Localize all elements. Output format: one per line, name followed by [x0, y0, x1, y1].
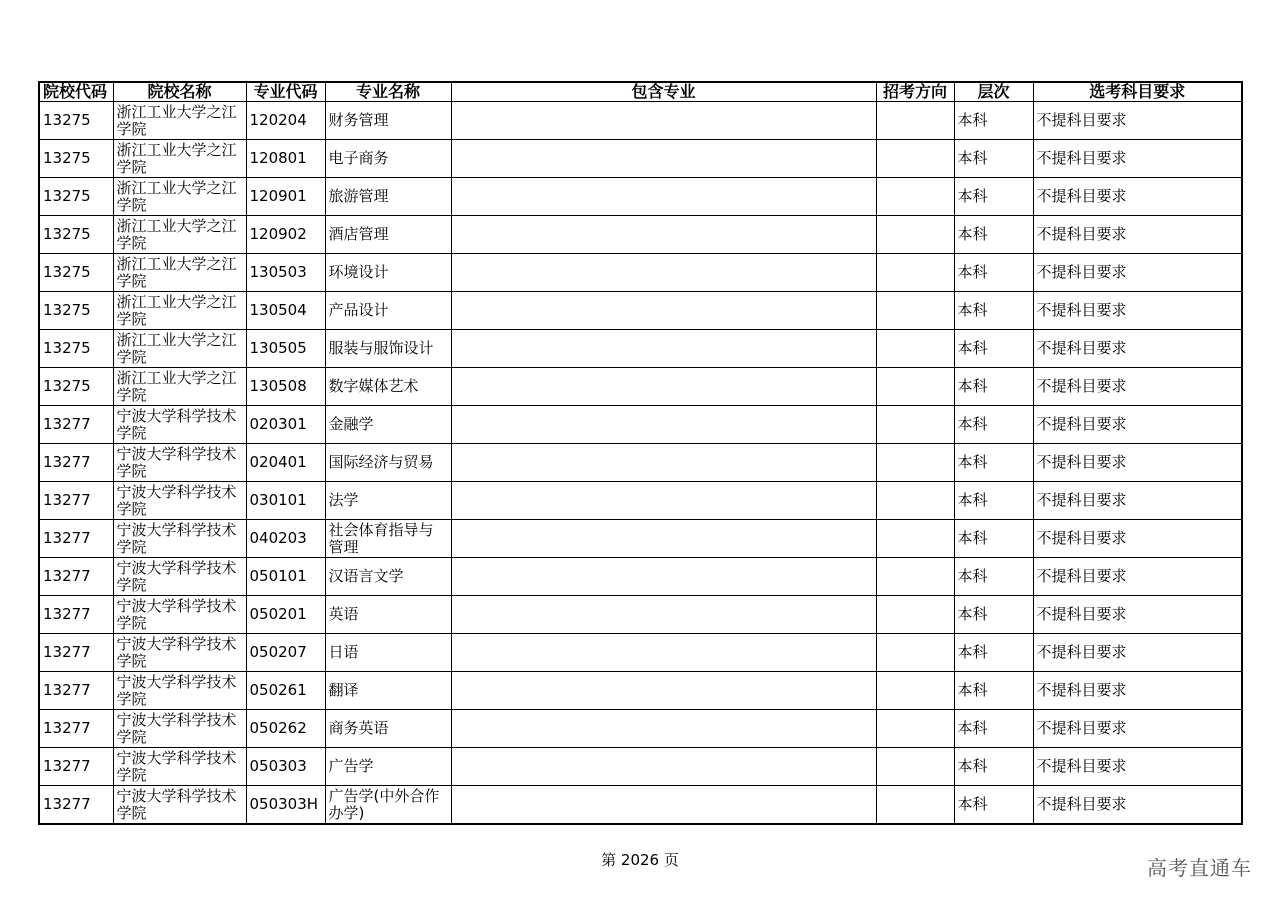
subject-requirement-cell: 不提科目要求: [1033, 406, 1242, 444]
majors-table: [38, 81, 1243, 825]
table-row: [39, 444, 1242, 482]
included-majors-cell: [451, 444, 876, 482]
subject-requirement-cell: 不提科目要求: [1033, 444, 1242, 482]
subject-requirement-cell: 不提科目要求: [1033, 368, 1242, 406]
major-name-cell: 产品设计: [325, 292, 451, 330]
table-row: [39, 254, 1242, 292]
major-code-cell: 020301: [246, 406, 325, 444]
school-code-cell: 13275: [39, 330, 113, 368]
subject-requirement-cell: 不提科目要求: [1033, 216, 1242, 254]
major-name-cell: 财务管理: [325, 102, 451, 140]
school-code-cell: 13277: [39, 406, 113, 444]
subject-requirement-cell: 不提科目要求: [1033, 558, 1242, 596]
included-majors-cell: [451, 482, 876, 520]
school-name-cell: 浙江工业大学之江学院: [113, 102, 246, 140]
table-row: [39, 786, 1242, 825]
major-name-cell: 服装与服饰设计: [325, 330, 451, 368]
direction-cell: [876, 254, 954, 292]
included-majors-cell: [451, 672, 876, 710]
included-majors-cell: [451, 596, 876, 634]
direction-cell: [876, 748, 954, 786]
direction-cell: [876, 406, 954, 444]
level-cell: 本科: [954, 482, 1033, 520]
school-name-cell: 宁波大学科学技术学院: [113, 786, 246, 825]
direction-cell: [876, 216, 954, 254]
page-number: 第 2026 页: [601, 851, 679, 869]
direction-cell: [876, 444, 954, 482]
direction-cell: [876, 786, 954, 825]
level-cell: 本科: [954, 444, 1033, 482]
level-cell: 本科: [954, 786, 1033, 825]
direction-cell: [876, 330, 954, 368]
major-name-cell: 金融学: [325, 406, 451, 444]
school-name-cell: 浙江工业大学之江学院: [113, 292, 246, 330]
major-name-cell: 社会体育指导与管理: [325, 520, 451, 558]
table-row: [39, 368, 1242, 406]
included-majors-cell: [451, 748, 876, 786]
table-row: [39, 558, 1242, 596]
table-row: [39, 102, 1242, 140]
included-majors-cell: [451, 558, 876, 596]
table-row: [39, 216, 1242, 254]
included-majors-cell: [451, 368, 876, 406]
table-row: [39, 748, 1242, 786]
major-name-cell: 汉语言文学: [325, 558, 451, 596]
major-name-cell: 广告学(中外合作办学): [325, 786, 451, 825]
school-name-cell: 浙江工业大学之江学院: [113, 330, 246, 368]
subject-requirement-cell: 不提科目要求: [1033, 482, 1242, 520]
school-name-cell: 宁波大学科学技术学院: [113, 710, 246, 748]
subject-requirement-cell: 不提科目要求: [1033, 330, 1242, 368]
school-code-cell: 13275: [39, 178, 113, 216]
school-name-cell: 浙江工业大学之江学院: [113, 216, 246, 254]
subject-requirement-cell: 不提科目要求: [1033, 786, 1242, 825]
major-code-cell: 050207: [246, 634, 325, 672]
direction-cell: [876, 672, 954, 710]
school-name-cell: 宁波大学科学技术学院: [113, 558, 246, 596]
major-code-cell: 040203: [246, 520, 325, 558]
included-majors-cell: [451, 102, 876, 140]
major-name-cell: 日语: [325, 634, 451, 672]
direction-cell: [876, 558, 954, 596]
level-cell: 本科: [954, 368, 1033, 406]
table-row: [39, 520, 1242, 558]
included-majors-cell: [451, 330, 876, 368]
table-body: [39, 102, 1242, 825]
school-code-cell: 13277: [39, 444, 113, 482]
direction-cell: [876, 482, 954, 520]
included-majors-cell: [451, 710, 876, 748]
table-row: [39, 178, 1242, 216]
major-code-cell: 050201: [246, 596, 325, 634]
major-code-cell: 020401: [246, 444, 325, 482]
included-majors-cell: [451, 140, 876, 178]
major-name-cell: 国际经济与贸易: [325, 444, 451, 482]
level-cell: 本科: [954, 596, 1033, 634]
header-subject-requirement: 选考科目要求: [1033, 82, 1242, 102]
header-major-code: 专业代码: [246, 82, 325, 102]
header-school-code: 院校代码: [39, 82, 113, 102]
subject-requirement-cell: 不提科目要求: [1033, 178, 1242, 216]
school-name-cell: 浙江工业大学之江学院: [113, 178, 246, 216]
level-cell: 本科: [954, 520, 1033, 558]
school-name-cell: 浙江工业大学之江学院: [113, 140, 246, 178]
included-majors-cell: [451, 216, 876, 254]
direction-cell: [876, 710, 954, 748]
level-cell: 本科: [954, 634, 1033, 672]
subject-requirement-cell: 不提科目要求: [1033, 102, 1242, 140]
header-direction: 招考方向: [876, 82, 954, 102]
major-code-cell: 030101: [246, 482, 325, 520]
major-name-cell: 数字媒体艺术: [325, 368, 451, 406]
school-name-cell: 宁波大学科学技术学院: [113, 520, 246, 558]
direction-cell: [876, 292, 954, 330]
header-level: 层次: [954, 82, 1033, 102]
major-code-cell: 130504: [246, 292, 325, 330]
subject-requirement-cell: 不提科目要求: [1033, 292, 1242, 330]
school-name-cell: 宁波大学科学技术学院: [113, 444, 246, 482]
included-majors-cell: [451, 634, 876, 672]
level-cell: 本科: [954, 254, 1033, 292]
subject-requirement-cell: 不提科目要求: [1033, 672, 1242, 710]
table-row: [39, 482, 1242, 520]
included-majors-cell: [451, 520, 876, 558]
major-code-cell: 050303: [246, 748, 325, 786]
school-name-cell: 宁波大学科学技术学院: [113, 748, 246, 786]
table-header-row: [39, 82, 1242, 102]
header-included-majors: 包含专业: [451, 82, 876, 102]
level-cell: 本科: [954, 102, 1033, 140]
major-code-cell: 130505: [246, 330, 325, 368]
major-code-cell: 120801: [246, 140, 325, 178]
table-row: [39, 634, 1242, 672]
subject-requirement-cell: 不提科目要求: [1033, 596, 1242, 634]
table-row: [39, 596, 1242, 634]
direction-cell: [876, 368, 954, 406]
included-majors-cell: [451, 786, 876, 825]
direction-cell: [876, 520, 954, 558]
school-name-cell: 浙江工业大学之江学院: [113, 254, 246, 292]
subject-requirement-cell: 不提科目要求: [1033, 140, 1242, 178]
table-row: [39, 330, 1242, 368]
major-name-cell: 旅游管理: [325, 178, 451, 216]
major-name-cell: 环境设计: [325, 254, 451, 292]
major-code-cell: 050262: [246, 710, 325, 748]
school-code-cell: 13277: [39, 520, 113, 558]
level-cell: 本科: [954, 710, 1033, 748]
table-row: [39, 406, 1242, 444]
level-cell: 本科: [954, 140, 1033, 178]
school-code-cell: 13277: [39, 634, 113, 672]
direction-cell: [876, 596, 954, 634]
level-cell: 本科: [954, 330, 1033, 368]
header-school-name: 院校名称: [113, 82, 246, 102]
major-name-cell: 电子商务: [325, 140, 451, 178]
watermark-logo-text: 高考直通车: [1147, 856, 1252, 880]
direction-cell: [876, 140, 954, 178]
subject-requirement-cell: 不提科目要求: [1033, 748, 1242, 786]
included-majors-cell: [451, 178, 876, 216]
subject-requirement-cell: 不提科目要求: [1033, 254, 1242, 292]
level-cell: 本科: [954, 748, 1033, 786]
school-code-cell: 13275: [39, 140, 113, 178]
level-cell: 本科: [954, 178, 1033, 216]
school-name-cell: 宁波大学科学技术学院: [113, 596, 246, 634]
table-row: [39, 140, 1242, 178]
direction-cell: [876, 634, 954, 672]
school-name-cell: 浙江工业大学之江学院: [113, 368, 246, 406]
school-code-cell: 13277: [39, 748, 113, 786]
level-cell: 本科: [954, 672, 1033, 710]
table-row: [39, 710, 1242, 748]
major-code-cell: 130508: [246, 368, 325, 406]
school-code-cell: 13277: [39, 558, 113, 596]
school-code-cell: 13275: [39, 216, 113, 254]
level-cell: 本科: [954, 292, 1033, 330]
school-code-cell: 13277: [39, 482, 113, 520]
included-majors-cell: [451, 406, 876, 444]
school-code-cell: 13275: [39, 254, 113, 292]
school-code-cell: 13277: [39, 596, 113, 634]
major-code-cell: 120901: [246, 178, 325, 216]
major-name-cell: 酒店管理: [325, 216, 451, 254]
school-name-cell: 宁波大学科学技术学院: [113, 482, 246, 520]
school-code-cell: 13277: [39, 710, 113, 748]
included-majors-cell: [451, 254, 876, 292]
school-code-cell: 13277: [39, 672, 113, 710]
subject-requirement-cell: 不提科目要求: [1033, 710, 1242, 748]
included-majors-cell: [451, 292, 876, 330]
direction-cell: [876, 178, 954, 216]
table-row: [39, 672, 1242, 710]
major-name-cell: 广告学: [325, 748, 451, 786]
direction-cell: [876, 102, 954, 140]
school-name-cell: 宁波大学科学技术学院: [113, 406, 246, 444]
major-code-cell: 130503: [246, 254, 325, 292]
level-cell: 本科: [954, 406, 1033, 444]
major-code-cell: 120902: [246, 216, 325, 254]
major-name-cell: 商务英语: [325, 710, 451, 748]
major-code-cell: 050101: [246, 558, 325, 596]
major-name-cell: 翻译: [325, 672, 451, 710]
level-cell: 本科: [954, 558, 1033, 596]
major-name-cell: 法学: [325, 482, 451, 520]
school-code-cell: 13277: [39, 786, 113, 825]
major-name-cell: 英语: [325, 596, 451, 634]
school-name-cell: 宁波大学科学技术学院: [113, 672, 246, 710]
major-code-cell: 120204: [246, 102, 325, 140]
school-code-cell: 13275: [39, 292, 113, 330]
header-major-name: 专业名称: [325, 82, 451, 102]
subject-requirement-cell: 不提科目要求: [1033, 520, 1242, 558]
school-code-cell: 13275: [39, 368, 113, 406]
subject-requirement-cell: 不提科目要求: [1033, 634, 1242, 672]
school-code-cell: 13275: [39, 102, 113, 140]
school-name-cell: 宁波大学科学技术学院: [113, 634, 246, 672]
level-cell: 本科: [954, 216, 1033, 254]
major-code-cell: 050261: [246, 672, 325, 710]
major-code-cell: 050303H: [246, 786, 325, 825]
table-row: [39, 292, 1242, 330]
